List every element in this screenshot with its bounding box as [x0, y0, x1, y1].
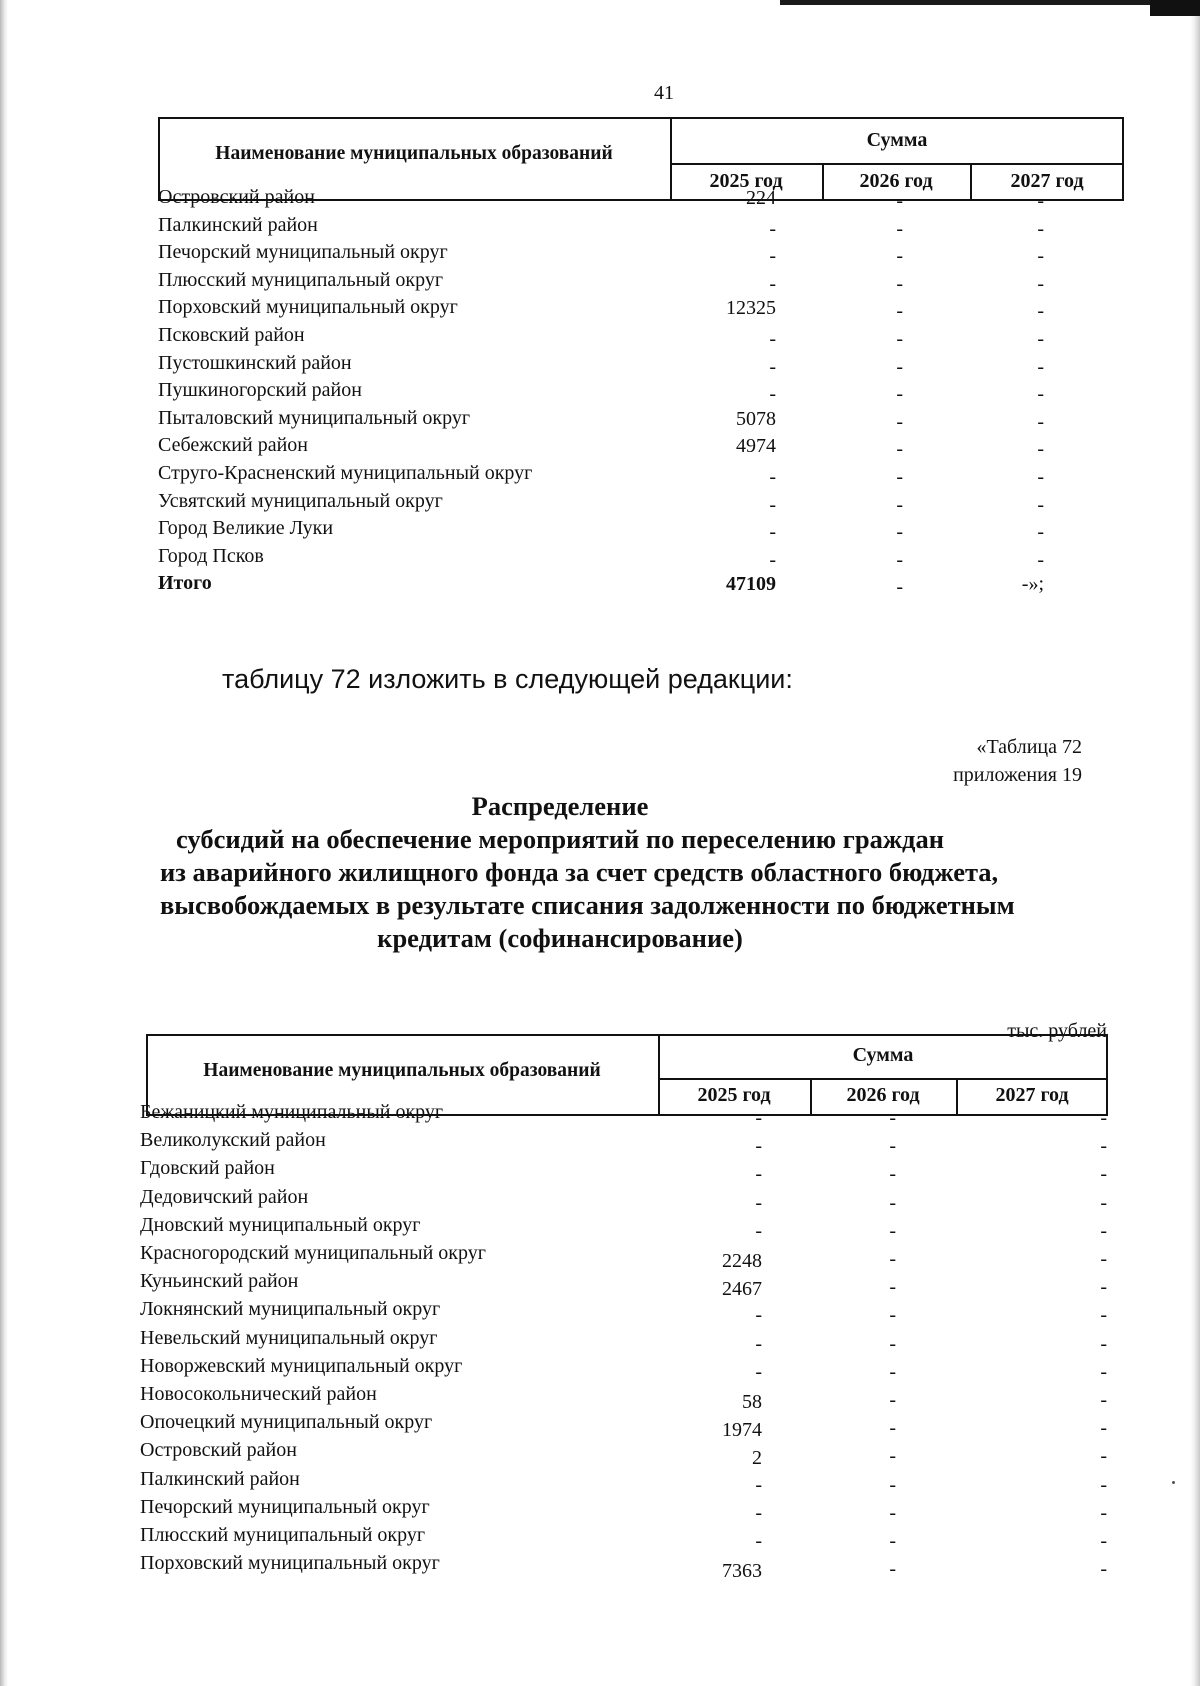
amount-2026: -	[896, 272, 903, 295]
amount-2025: -	[769, 217, 776, 240]
heading-line-4: высвобождаемых в результате списания задолженности по бюджетным	[160, 890, 1015, 920]
scan-artifact-bar	[780, 0, 1200, 5]
amount-2025: -	[755, 1163, 762, 1186]
table-row	[158, 296, 1124, 325]
amount-2025: -	[769, 383, 776, 406]
heading-line-2: субсидий на обеспечение мероприятий по переселению граждан	[176, 824, 944, 854]
amount-2027: -	[1100, 1445, 1107, 1468]
column-header-2025: 2025 год	[709, 170, 783, 192]
amount-2027: -	[1100, 1304, 1107, 1327]
heading-line-5: кредитам (софинансирование)	[377, 923, 743, 953]
scan-edge-left	[0, 0, 8, 1686]
amount-2025: 47109	[726, 573, 776, 596]
table-row	[158, 214, 1124, 243]
municipality-name: Красногородский муниципальный округ	[140, 1242, 486, 1264]
amount-2027: -	[1037, 438, 1044, 461]
amount-2026: -	[889, 1191, 896, 1214]
amount-2027: -	[1037, 493, 1044, 516]
amount-2027: -	[1037, 245, 1044, 268]
amount-2027: -	[1100, 1332, 1107, 1355]
amount-2025: -	[755, 1304, 762, 1327]
municipality-name: Дедовичский район	[140, 1185, 309, 1208]
table-reference-line2: приложения 19	[953, 764, 1082, 786]
table-row	[158, 490, 1124, 519]
amount-2026: -	[889, 1248, 896, 1270]
table-row	[140, 1524, 1112, 1553]
table-row	[158, 462, 1124, 491]
amount-2027: -	[1037, 548, 1044, 571]
municipality-name: Пустошкинский район	[158, 351, 352, 374]
municipality-name: Пыталовский муниципальный округ	[158, 406, 471, 429]
amount-2025: -	[755, 1135, 762, 1158]
amount-2027: -	[1037, 217, 1044, 240]
amount-2027: -»;	[1021, 573, 1044, 596]
amount-2026: -	[896, 466, 903, 488]
municipality-name: Плюсский муниципальный округ	[140, 1524, 426, 1546]
column-header-sum: Сумма	[866, 129, 928, 151]
amount-2027: -	[1037, 190, 1044, 212]
amount-2026: -	[889, 1304, 896, 1327]
amount-2026: -	[896, 438, 903, 461]
amount-2027: -	[1100, 1417, 1107, 1440]
table-row	[140, 1327, 1112, 1356]
amount-2025: -	[769, 493, 776, 516]
amount-2027: -	[1100, 1107, 1107, 1129]
table-row	[158, 517, 1124, 546]
amount-2026: -	[889, 1135, 896, 1158]
table-total-row	[158, 572, 1124, 601]
amount-2025: -	[769, 328, 776, 350]
amount-2026: -	[896, 217, 903, 240]
table-row	[140, 1552, 1112, 1581]
municipality-name: Город Великие Луки	[158, 517, 334, 540]
municipality-name: Порховский муниципальный округ	[158, 296, 458, 319]
table-row	[140, 1214, 1112, 1243]
amount-2026: -	[896, 521, 903, 544]
amount-2027: -	[1100, 1473, 1107, 1496]
amount-2025: -	[769, 245, 776, 268]
amount-2027: -	[1100, 1389, 1107, 1411]
column-header-2027: 2027 год	[995, 1084, 1069, 1106]
municipality-name: Островский район	[158, 186, 315, 208]
municipality-name: Палкинский район	[140, 1467, 300, 1490]
amount-2025: -	[755, 1332, 762, 1355]
instruction-text: таблицу 72 изложить в следующей редакции:	[222, 664, 793, 694]
table-row	[158, 186, 1124, 215]
municipality-name: Струго-Красненский муниципальный округ	[158, 462, 533, 484]
amount-2025: 4974	[736, 435, 776, 458]
amount-2025: -	[769, 355, 776, 378]
amount-2025: 58	[742, 1391, 762, 1413]
table-row	[140, 1157, 1112, 1186]
amount-2027: -	[1037, 300, 1044, 323]
scan-artifact-corner	[1150, 0, 1200, 16]
table-row	[140, 1439, 1112, 1468]
amount-2027: -	[1100, 1191, 1107, 1214]
amount-2025: 2467	[722, 1278, 762, 1301]
amount-2026: -	[896, 300, 903, 323]
document-heading	[160, 790, 1015, 955]
table-row	[158, 407, 1124, 436]
amount-2025: -	[755, 1473, 762, 1496]
amount-2027: -	[1100, 1501, 1107, 1524]
amount-2026: -	[889, 1530, 896, 1552]
amount-2026: -	[896, 576, 903, 599]
municipality-name: Порховский муниципальный округ	[140, 1552, 440, 1575]
heading-line-3: из аварийного жилищного фонда за счет средств областного бюджета,	[160, 857, 999, 887]
amount-2025: -	[755, 1191, 762, 1214]
municipality-name: Дновский муниципальный округ	[140, 1213, 421, 1236]
municipality-name: Опочецкий муниципальный округ	[140, 1411, 433, 1434]
amount-2025: 1974	[722, 1419, 762, 1442]
amount-2025: -	[769, 521, 776, 544]
municipality-name: Новоржевский муниципальный округ	[140, 1354, 463, 1377]
table-bottom-body	[140, 1101, 1112, 1621]
municipality-name: Печорский муниципальный округ	[140, 1495, 430, 1518]
amount-2025: -	[755, 1107, 762, 1129]
table-row	[140, 1101, 1112, 1130]
amount-2026: -	[889, 1163, 896, 1186]
amount-2027: -	[1100, 1360, 1107, 1383]
amount-2027: -	[1037, 272, 1044, 295]
amount-2026: -	[896, 328, 903, 350]
amount-2025: -	[769, 548, 776, 571]
table-row	[140, 1468, 1112, 1497]
table-row	[140, 1383, 1112, 1412]
amount-2026: -	[889, 1501, 896, 1524]
page-number: 41	[654, 82, 674, 104]
table-row	[140, 1355, 1112, 1384]
municipality-name: Новосокольнический район	[140, 1383, 377, 1405]
amount-2025: 224	[746, 187, 776, 209]
amount-2025: 2248	[722, 1250, 762, 1272]
amount-2025: -	[755, 1501, 762, 1524]
municipality-name: Куньинский район	[140, 1270, 299, 1293]
amount-2027: -	[1100, 1558, 1107, 1581]
column-header-2027: 2027 год	[1010, 170, 1084, 192]
amount-2026: -	[889, 1389, 896, 1411]
amount-2027: -	[1037, 521, 1044, 544]
table-row	[140, 1411, 1112, 1440]
amount-2027: -	[1037, 410, 1044, 433]
column-header-2026: 2026 год	[859, 170, 933, 192]
municipality-name: Островский район	[140, 1439, 297, 1462]
table-row	[158, 545, 1124, 574]
amount-2027: -	[1100, 1530, 1107, 1552]
scan-speck	[1172, 1481, 1175, 1484]
municipality-name: Бежаницкий муниципальный округ	[140, 1101, 444, 1123]
table-row	[140, 1186, 1112, 1215]
amount-2026: -	[889, 1219, 896, 1242]
municipality-name: Усвятский муниципальный округ	[158, 489, 443, 512]
municipality-name: Великолукский район	[140, 1129, 326, 1152]
amount-2025: -	[769, 272, 776, 295]
amount-2026: -	[896, 190, 903, 212]
amount-2027: -	[1100, 1135, 1107, 1158]
amount-2025: -	[755, 1360, 762, 1383]
amount-2025: 5078	[736, 407, 776, 430]
municipality-name: Город Псков	[158, 544, 264, 567]
amount-2026: -	[889, 1473, 896, 1496]
municipality-name: Гдовский район	[140, 1157, 275, 1180]
amount-2026: -	[896, 548, 903, 571]
table-row	[158, 352, 1124, 381]
table-row	[158, 241, 1124, 270]
table-row	[158, 324, 1124, 353]
table-reference-line1: «Таблица 72	[976, 736, 1082, 758]
amount-2027: -	[1100, 1219, 1107, 1242]
amount-2027: -	[1100, 1163, 1107, 1186]
units-label: тыс. рублей	[1007, 1020, 1107, 1042]
amount-2026: -	[889, 1558, 896, 1581]
amount-2026: -	[896, 383, 903, 406]
municipality-name: Невельский муниципальный округ	[140, 1326, 438, 1349]
municipality-name: Псковский район	[158, 324, 305, 346]
amount-2027: -	[1100, 1276, 1107, 1299]
amount-2025: -	[755, 1530, 762, 1552]
amount-2027: -	[1100, 1248, 1107, 1270]
amount-2026: -	[896, 245, 903, 268]
table-row	[158, 434, 1124, 463]
amount-2025: -	[755, 1219, 762, 1242]
total-label: Итого	[158, 572, 212, 595]
heading-line-1: Распределение	[471, 791, 649, 821]
municipality-name: Локнянский муниципальный округ	[140, 1298, 441, 1321]
column-header-sum: Сумма	[852, 1044, 914, 1066]
amount-2026: -	[889, 1445, 896, 1468]
table-row	[158, 379, 1124, 408]
scan-edge-right	[1190, 0, 1200, 1686]
table-row	[158, 269, 1124, 298]
amount-2027: -	[1037, 466, 1044, 488]
amount-2025: 12325	[726, 297, 776, 320]
amount-2027: -	[1037, 355, 1044, 378]
municipality-name: Пушкиногорский район	[158, 379, 362, 402]
column-header-name: Наименование муниципальных образований	[215, 143, 613, 164]
amount-2025: 2	[752, 1447, 762, 1470]
municipality-name: Палкинский район	[158, 213, 318, 236]
municipality-name: Себежский район	[158, 434, 308, 457]
table-row	[140, 1496, 1112, 1525]
column-header-2026: 2026 год	[846, 1084, 920, 1106]
amount-2027: -	[1037, 328, 1044, 350]
table-top-body	[158, 186, 1124, 646]
table-row	[140, 1298, 1112, 1327]
table-row	[140, 1270, 1112, 1299]
amount-2027: -	[1037, 383, 1044, 406]
table-row	[140, 1242, 1112, 1271]
municipality-name: Плюсский муниципальный округ	[158, 268, 444, 291]
amount-2026: -	[889, 1276, 896, 1299]
amount-2026: -	[889, 1360, 896, 1383]
amount-2025: -	[769, 466, 776, 488]
amount-2026: -	[889, 1332, 896, 1355]
municipality-name: Печорский муниципальный округ	[158, 241, 448, 264]
amount-2026: -	[896, 355, 903, 378]
amount-2026: -	[896, 410, 903, 433]
table-row	[140, 1129, 1112, 1158]
amount-2026: -	[896, 493, 903, 516]
column-header-name: Наименование муниципальных образований	[203, 1060, 601, 1081]
amount-2025: 7363	[722, 1560, 762, 1583]
amount-2026: -	[889, 1107, 896, 1129]
amount-2026: -	[889, 1417, 896, 1440]
column-header-2025: 2025 год	[697, 1084, 771, 1106]
